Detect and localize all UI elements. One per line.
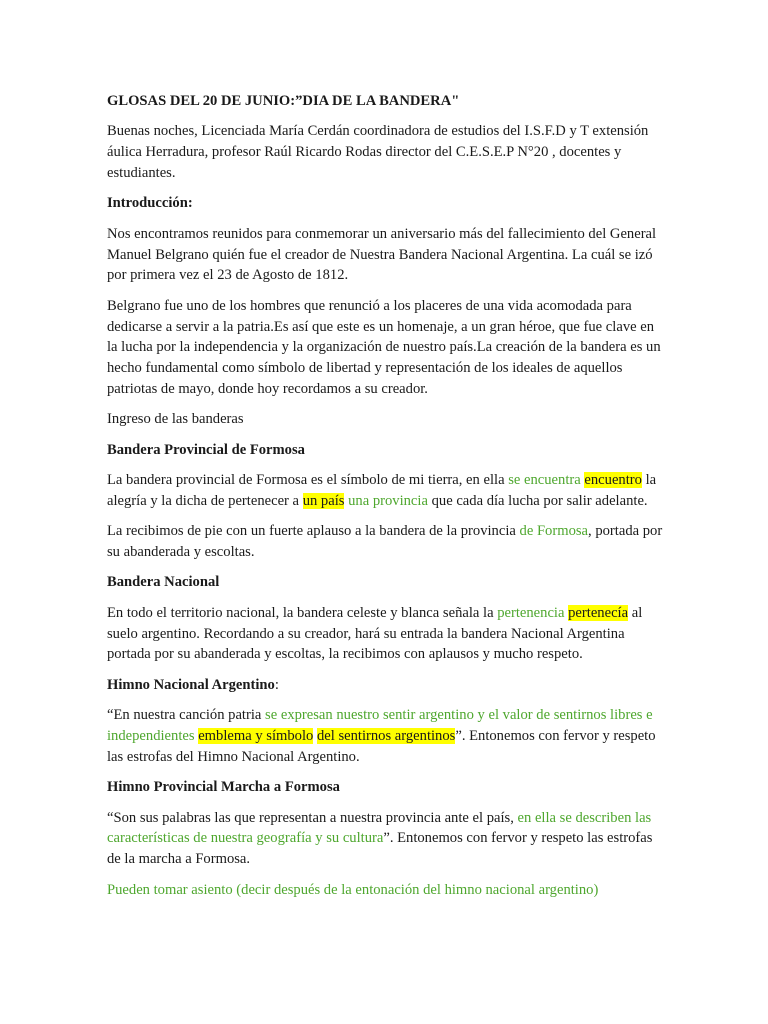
green-text: una provincia xyxy=(348,492,428,509)
intro-paragraph-2: Belgrano fue uno de los hombres que renunció a los placeres de una vida acomodada para dedicarse a servir a la patria.Es así que este es un homenaje, a un gran héroe, que fue clave en la lucha por la independencia y la organización de nuestro país.La creación de la bandera es un hecho fundamental como símbolo de libertad y representación de los ideales de aquellos patriotas de mayo, donde hoy recordamos a su creador. xyxy=(107,297,661,397)
green-text: se encuentra xyxy=(508,472,581,489)
text-run: “En nuestra canción patria xyxy=(107,707,266,724)
text-run: La recibimos de pie con un fuerte aplauso a la bandera de la provincia xyxy=(107,523,520,540)
highlighted-text: del sentirnos argentinos xyxy=(316,728,456,745)
green-text: pertenencia xyxy=(497,604,565,621)
national-anthem-paragraph xyxy=(107,705,667,767)
text-run: al suelo argentino. Recordando a su creador, hará su entrada la bandera Nacional Argentina portada por su abanderada y escoltas, la recibimos con aplausos y mucho respeto. xyxy=(107,604,643,663)
highlighted-text: pertenecía xyxy=(568,604,629,621)
text-run: ”. Entonemos con fervor y respeto las estrofas del Himno Nacional Argentino. xyxy=(107,728,656,765)
greeting-paragraph: Buenas noches, Licenciada María Cerdán coordinadora de estudios del I.S.F.D y T extensión áulica Herradura, profesor Raúl Ricardo Rodas director del C.E.S.E.P N°20 , docentes y estudiantes. xyxy=(107,123,649,181)
green-text: en ella se describen las características de nuestra geografía y su cultura xyxy=(107,809,652,847)
text-run: En todo el territorio nacional, la bandera celeste y blanca señala la xyxy=(107,604,498,621)
heading-colon: : xyxy=(274,676,279,693)
provincial-flag-heading: Bandera Provincial de Formosa xyxy=(107,441,305,458)
closing-note: Pueden tomar asiento (decir después de la entonación del himno nacional argentino) xyxy=(107,881,599,898)
ingreso-line: Ingreso de las banderas xyxy=(107,411,244,428)
provincial-flag-paragraph-2 xyxy=(107,521,667,563)
text-run: , portada por su abanderada y escoltas. xyxy=(107,523,663,561)
document-title: GLOSAS DEL 20 DE JUNIO:”DIA DE LA BANDERA" xyxy=(107,93,460,109)
intro-heading: Introducción: xyxy=(107,195,193,212)
provincial-flag-paragraph-1 xyxy=(107,470,667,512)
text-run: “Son sus palabras las que representan a nuestra provincia ante el país, xyxy=(107,809,518,826)
national-flag-heading: Bandera Nacional xyxy=(107,574,220,591)
national-anthem-heading: Himno Nacional Argentino xyxy=(107,676,275,693)
green-text: se expresan nuestro sentir argentino y el valor de sentirnos libres e independientes xyxy=(107,707,653,745)
provincial-anthem-heading: Himno Provincial Marcha a Formosa xyxy=(107,779,340,796)
text-run: La bandera provincial de Formosa es el símbolo de mi tierra, en ella xyxy=(107,472,509,489)
provincial-anthem-paragraph xyxy=(107,808,667,870)
highlighted-text: encuentro xyxy=(584,472,642,489)
national-anthem-heading-line xyxy=(107,675,667,696)
intro-paragraph-1: Nos encontramos reunidos para conmemorar un aniversario más del fallecimiento del General Manuel Belgrano quién fue el creador de Nuestra Bandera Nacional Argentina. La cuál se izó por primera vez el 23 de Agosto de 1812. xyxy=(107,225,657,284)
text-run: la alegría y la dicha de pertenecer a xyxy=(107,472,657,509)
document-body xyxy=(107,91,667,910)
national-flag-paragraph xyxy=(107,603,667,665)
text-run: que cada día lucha por salir adelante. xyxy=(427,492,648,509)
text-run: ”. Entonemos con fervor y respeto las estrofas de la marcha a Formosa. xyxy=(107,830,653,868)
highlighted-text: emblema y símbolo xyxy=(198,728,314,745)
highlighted-text: un país xyxy=(302,492,345,509)
green-text: de Formosa xyxy=(519,523,589,540)
